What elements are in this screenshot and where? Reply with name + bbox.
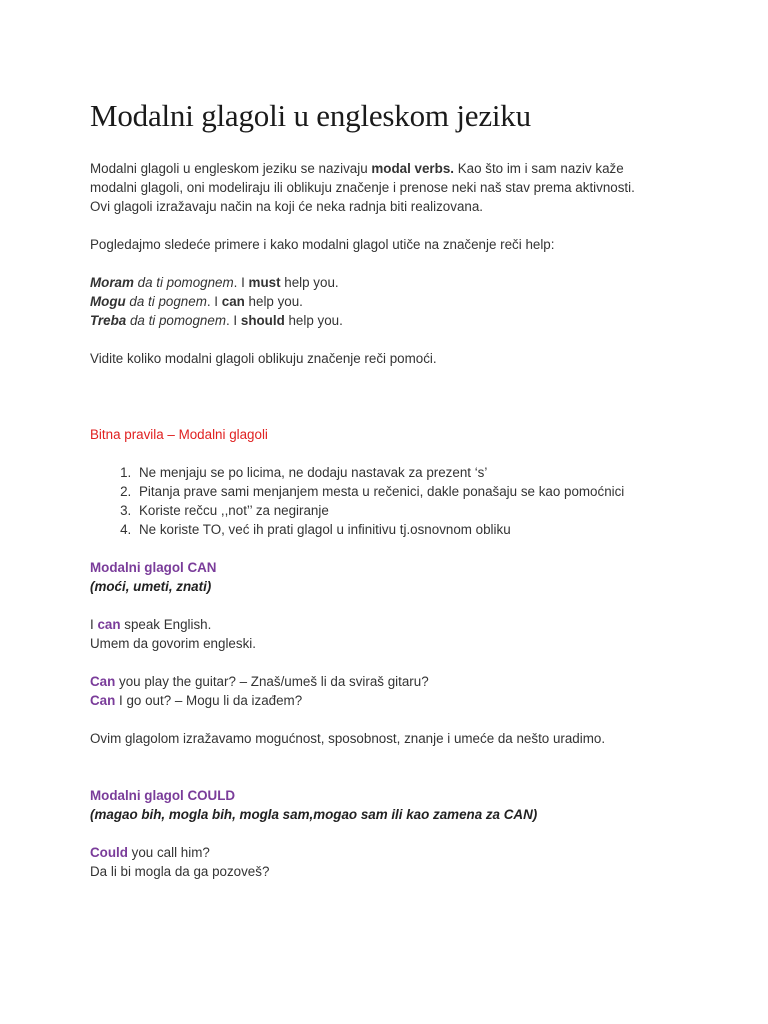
example-text: I xyxy=(90,617,98,632)
example-serbian-modal: Moram xyxy=(90,275,134,290)
examples-outro: Vidite koliko modalni glagoli oblikuju značenje reči pomoći. xyxy=(90,351,437,366)
list-item: 4. Ne koriste TO, već ih prati glagol u infinitivu tj.osnovnom obliku xyxy=(135,520,690,539)
example-text: you play the guitar? – Znaš/umeš li da sviraš gitaru? xyxy=(115,674,429,689)
intro-text: Ovi glagoli izražavaju način na koji će neka radnja biti realizovana. xyxy=(90,199,484,214)
example-serbian-rest: da ti pognem xyxy=(125,294,207,309)
example-text: I go out? – Mogu li da izađem? xyxy=(115,693,303,708)
page-title: Modalni glagoli u engleskom jeziku xyxy=(90,98,531,133)
example-english-modal: can xyxy=(221,294,245,309)
examples-intro: Pogledajmo sledeće primere i kako modalni glagol utiče na značenje reči help: xyxy=(90,237,555,252)
can-example-1 xyxy=(90,615,690,653)
example-line xyxy=(90,275,339,290)
could-subheading: (magao bih, mogla bih, mogla sam,mogao sam ili kao zamena za CAN) xyxy=(90,807,538,822)
can-note: Ovim glagolom izražavamo mogućnost, sposobnost, znanje i umeće da nešto uradimo. xyxy=(90,731,606,746)
example-serbian-modal: Treba xyxy=(90,313,127,328)
example-serbian-modal: Mogu xyxy=(90,294,126,309)
modal-verb: Could xyxy=(90,845,128,860)
intro-text: modalni glagoli, oni modeliraju ili oblikuju značenje i prenose neki naš stav prema aktivnosti. xyxy=(90,180,635,195)
example-text: help you. xyxy=(244,294,303,309)
example-line xyxy=(90,294,303,309)
example-text: . I xyxy=(233,275,249,290)
list-item: 1. Ne menjaju se po licima, ne dodaju nastavak za prezent ‘s’ xyxy=(135,463,690,482)
can-subheading: (moći, umeti, znati) xyxy=(90,579,212,594)
rules-list xyxy=(90,463,690,539)
could-heading: Modalni glagol COULD xyxy=(90,788,236,803)
modal-verb: Can xyxy=(90,674,116,689)
modal-verb: can xyxy=(97,617,121,632)
example-translation: Da li bi mogla da ga pozoveš? xyxy=(90,864,270,879)
list-item: 3. Koriste rečcu ,,not’’ za negiranje xyxy=(135,501,690,520)
example-serbian-rest: da ti pomognem xyxy=(126,313,226,328)
example-text: speak English. xyxy=(120,617,212,632)
example-serbian-rest: da ti pomognem xyxy=(133,275,234,290)
example-translation: Umem da govorim engleski. xyxy=(90,636,256,651)
intro-bold-term: modal verbs. xyxy=(371,161,454,176)
intro-paragraph xyxy=(90,159,690,216)
document-content xyxy=(90,96,690,881)
example-text: help you. xyxy=(280,275,339,290)
intro-text: Kao što im i sam naziv kaže xyxy=(453,161,624,176)
example-text: help you. xyxy=(284,313,343,328)
could-example-1 xyxy=(90,843,690,881)
example-english-modal: must xyxy=(248,275,281,290)
examples-block xyxy=(90,273,690,330)
example-english-modal: should xyxy=(240,313,285,328)
rules-heading: Bitna pravila – Modalni glagoli xyxy=(90,427,268,442)
example-text: . I xyxy=(225,313,241,328)
example-text: . I xyxy=(206,294,222,309)
intro-text: Modalni glagoli u engleskom jeziku se nazivaju xyxy=(90,161,372,176)
example-line xyxy=(90,313,343,328)
example-text: you call him? xyxy=(127,845,210,860)
modal-verb: Can xyxy=(90,693,116,708)
can-heading: Modalni glagol CAN xyxy=(90,560,217,575)
can-examples-2 xyxy=(90,672,690,710)
list-item: 2. Pitanja prave sami menjanjem mesta u rečenici, dakle ponašaju se kao pomoćnici xyxy=(135,482,690,501)
